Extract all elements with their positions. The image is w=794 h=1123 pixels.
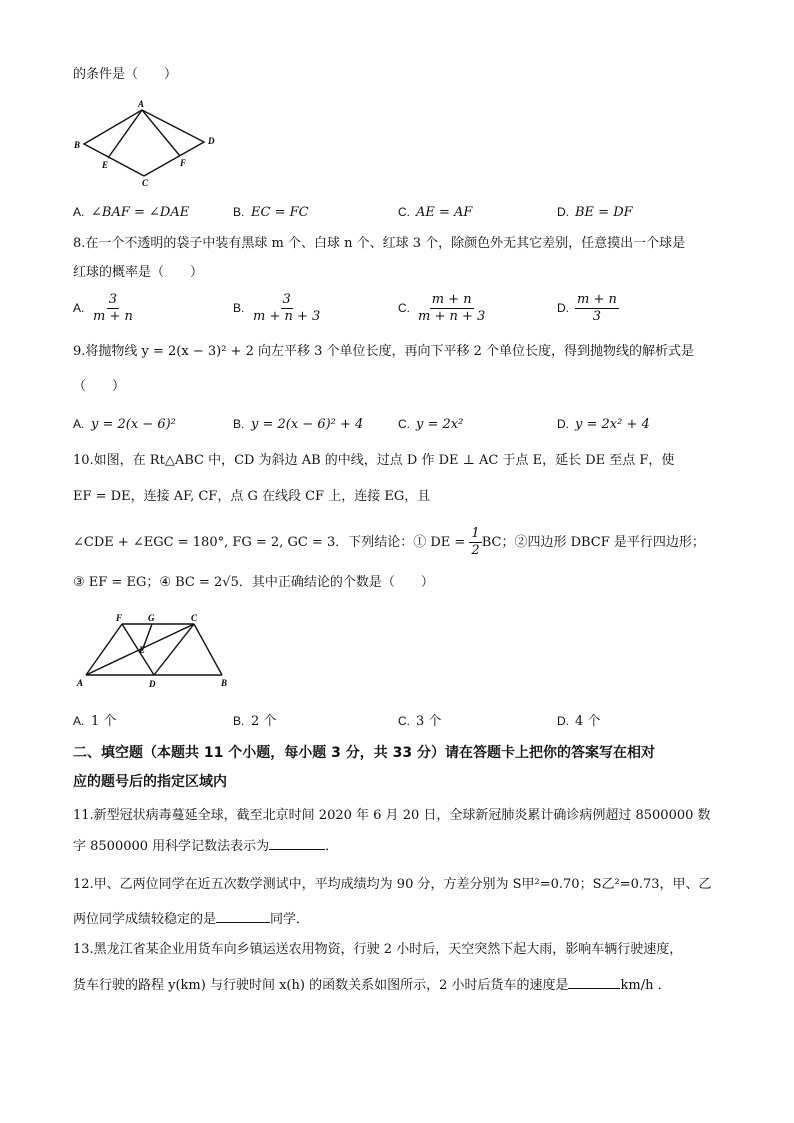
q13-answer-blank[interactable] — [568, 976, 620, 989]
q10-line1: 10.如图，在 Rt△ABC 中，CD 为斜边 AB 的中线，过点 D 作 DE ⊥ AC 于点 E，延长 DE 至点 F，使 — [73, 453, 675, 468]
option-label: B. — [233, 205, 245, 219]
q10-half-fraction — [469, 526, 481, 559]
fraction-numerator: m + n — [577, 292, 617, 307]
q13-line1: 13.黑龙江省某企业用货车向乡镇运送农用物资，行驶 2 小时后，天空突然下起大雨，影响车辆行驶速度， — [73, 942, 683, 957]
q7-label-E: E — [102, 160, 109, 170]
option-label: A. — [73, 301, 85, 315]
q7-label-D: D — [208, 136, 215, 146]
option-label: D. — [557, 301, 569, 315]
option-label: A. — [73, 714, 85, 728]
option-text: AE = AF — [416, 205, 473, 220]
q8-line2: 红球的概率是（ ） — [73, 265, 204, 280]
option-label: A. — [73, 417, 85, 431]
fraction-denominator: 3 — [592, 309, 602, 324]
q8-option-d[interactable] — [557, 292, 619, 325]
q10-line4: ③ EF = EG；④ BC = 2√5．其中正确结论的个数是（ ） — [73, 575, 434, 590]
q13-line2-text: 货车行驶的路程 y(km) 与行驶时间 x(h) 的函数关系如图所示，2 小时后货车的速度是 — [73, 978, 569, 993]
q12-line2 — [73, 910, 309, 929]
option-fraction — [575, 292, 619, 325]
q10-line3-part-b: BC；②四边形 DBCF 是平行四边形； — [481, 535, 705, 550]
option-label: C. — [398, 205, 410, 219]
q10-line3-part-a: ∠CDE + ∠EGC = 180°, FG = 2, GC = 3．下列结论：① DE = — [73, 535, 470, 550]
q13-line2 — [73, 976, 671, 995]
section2-heading-line2: 应的题号后的指定区域内 — [73, 774, 227, 790]
q7-option-b[interactable] — [233, 203, 309, 222]
option-text: 3 个 — [416, 714, 442, 729]
q10-label-A: A — [77, 678, 84, 688]
q11-answer-blank[interactable] — [269, 837, 325, 850]
fraction-denominator: m + n — [93, 309, 133, 324]
q7-tail-text: 的条件是（ ） — [73, 67, 178, 82]
q7-option-a[interactable] — [73, 203, 189, 222]
q7-option-d[interactable] — [557, 203, 633, 222]
q10-option-d[interactable] — [557, 712, 600, 731]
fraction-numerator: 3 — [108, 292, 118, 307]
fraction-numerator: 1 — [471, 526, 480, 541]
option-fraction — [416, 292, 487, 325]
q8-option-a[interactable] — [73, 292, 135, 325]
q12-answer-blank[interactable] — [216, 910, 270, 923]
q9-option-b[interactable] — [233, 415, 363, 434]
fraction-numerator: 3 — [282, 292, 291, 307]
option-label: A. — [73, 205, 85, 219]
option-label: C. — [398, 301, 410, 315]
q10-label-F: F — [116, 613, 123, 623]
option-label: D. — [557, 714, 569, 728]
option-label: D. — [557, 205, 569, 219]
option-fraction — [91, 292, 135, 325]
q11-line2-end: ． — [325, 839, 339, 854]
option-label: B. — [233, 301, 245, 315]
option-text: 2 个 — [251, 714, 277, 729]
q10-trapezoid-figure — [72, 612, 237, 692]
q10-label-B: B — [221, 678, 228, 688]
q10-label-G: G — [148, 613, 155, 623]
q7-option-c[interactable] — [398, 203, 472, 222]
q9-line2: （ ） — [73, 379, 126, 394]
q8-option-b[interactable] — [233, 292, 322, 325]
q7-label-C: C — [142, 178, 149, 188]
option-text: ∠BAF = ∠DAE — [91, 205, 190, 220]
q11-line1: 11.新型冠状病毒蔓延全球，截至北京时间 2020 年 6 月 20 日，全球新冠肺炎累计确诊病例超过 8500000 数 — [73, 808, 711, 823]
q7-rhombus-figure — [72, 98, 222, 188]
option-text: 4 个 — [575, 714, 601, 729]
q10-option-a[interactable] — [73, 712, 116, 731]
option-text: y = 2(x − 6)² + 4 — [251, 417, 364, 432]
q8-line1: 8.在一个不透明的袋子中装有黑球 m 个、白球 n 个、红球 3 个，除颜色外无其它差别，任意摸出一个球是 — [73, 236, 686, 251]
option-label: C. — [398, 417, 410, 431]
q10-option-b[interactable] — [233, 712, 276, 731]
q10-line2: EF = DE，连接 AF, CF，点 G 在线段 CF 上，连接 EG，且 — [73, 489, 431, 504]
q7-label-F: F — [180, 158, 187, 168]
q12-line1: 12.甲、乙两位同学在近五次数学测试中，平均成绩均为 90 分，方差分别为 S甲²=0.70；S乙²=0.73，甲、乙 — [73, 877, 712, 892]
q9-option-a[interactable] — [73, 415, 176, 434]
q13-line2-end: km/h ． — [620, 978, 671, 993]
option-label: C. — [398, 714, 410, 728]
option-text: EC = FC — [251, 205, 309, 220]
q8-option-c[interactable] — [398, 292, 487, 325]
option-text: y = 2x² + 4 — [575, 417, 650, 432]
fraction-denominator: m + n + 3 — [253, 309, 321, 324]
q10-label-D: D — [149, 679, 156, 689]
option-label: D. — [557, 417, 569, 431]
option-text: y = 2x² — [416, 417, 464, 432]
q9-option-c[interactable] — [398, 415, 463, 434]
q10-label-C: C — [191, 613, 198, 623]
section2-heading-line1: 二、填空题（本题共 11 个小题，每小题 3 分，共 33 分）请在答题卡上把你的答案写在相对 — [73, 745, 655, 761]
option-text: 1 个 — [91, 714, 117, 729]
q10-option-c[interactable] — [398, 712, 441, 731]
option-label: B. — [233, 714, 245, 728]
option-text: BE = DF — [575, 205, 633, 220]
q11-line2-text: 字 8500000 用科学记数法表示为 — [73, 839, 270, 854]
option-text: y = 2(x − 6)² — [91, 417, 176, 432]
q9-option-d[interactable] — [557, 415, 650, 434]
fraction-denominator: 2 — [471, 543, 480, 558]
q9-line1: 9.将抛物线 y = 2(x − 3)² + 2 向左平移 3 个单位长度，再向下平移 2 个单位长度，得到抛物线的解析式是 — [73, 344, 695, 359]
option-fraction — [251, 292, 322, 325]
q12-line2-text: 两位同学成绩较稳定的是 — [73, 912, 217, 927]
q7-label-A: A — [138, 99, 145, 109]
q10-line3 — [73, 526, 705, 560]
fraction-numerator: m + n — [431, 292, 472, 307]
fraction-denominator: m + n + 3 — [418, 309, 486, 324]
q10-label-E: E — [139, 645, 146, 655]
q12-line2-end: 同学． — [270, 912, 310, 927]
option-label: B. — [233, 417, 245, 431]
q7-label-B: B — [74, 140, 81, 150]
q11-line2 — [73, 837, 338, 856]
